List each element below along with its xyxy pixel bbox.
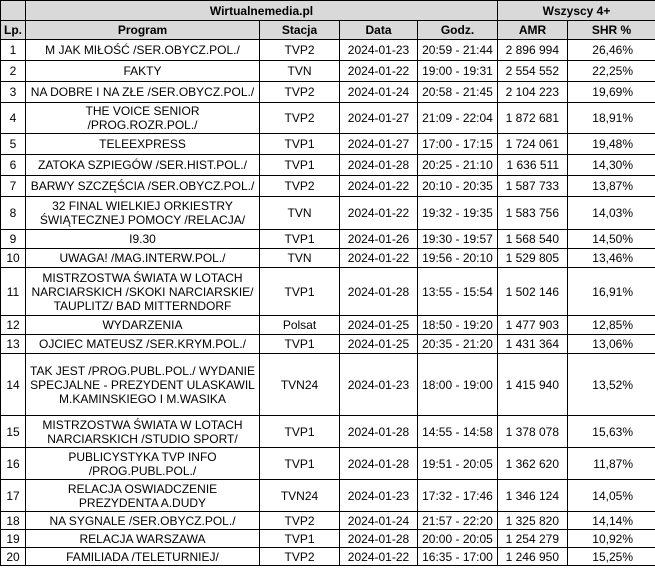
data-cell: 2024-01-23	[340, 480, 418, 512]
table-row	[1, 230, 655, 249]
audience-header: Wszyscy 4+	[498, 1, 655, 21]
amr-cell: 1 636 511	[498, 155, 568, 176]
data-cell: 2024-01-25	[340, 316, 418, 335]
stacja-cell: TVN	[260, 61, 340, 82]
godz-cell: 21:57 - 22:20	[418, 512, 498, 530]
lp-cell: 3	[1, 82, 26, 103]
program-cell: NA DOBRE I NA ZŁE /SER.OBYCZ.POL./	[26, 82, 260, 103]
program-cell: ZATOKA SZPIEGÓW /SER.HIST.POL./	[26, 155, 260, 176]
data-cell: 2024-01-27	[340, 134, 418, 155]
program-cell: OJCIEC MATEUSZ /SER.KRYM.POL./	[26, 335, 260, 354]
shr-cell: 14,05%	[568, 480, 655, 512]
stacja-cell: Polsat	[260, 316, 340, 335]
stacja-cell: TVP1	[260, 416, 340, 448]
godz-cell: 19:32 - 19:35	[418, 197, 498, 230]
stacja-cell: TVN	[260, 197, 340, 230]
source-header: Wirtualnemedia.pl	[26, 1, 498, 21]
godz-cell: 19:51 - 20:05	[418, 448, 498, 480]
stacja-cell: TVP1	[260, 335, 340, 354]
shr-cell: 14,50%	[568, 230, 655, 249]
shr-cell: 16,91%	[568, 268, 655, 316]
shr-cell: 13,46%	[568, 249, 655, 268]
data-cell: 2024-01-22	[340, 249, 418, 268]
data-cell: 2024-01-22	[340, 61, 418, 82]
amr-cell: 1 362 620	[498, 448, 568, 480]
program-cell: RELACJA WARSZAWA	[26, 530, 260, 548]
column-header-amr: AMR	[498, 21, 568, 40]
program-cell: NA SYGNALE /SER.OBYCZ.POL./	[26, 512, 260, 530]
amr-cell: 1 431 364	[498, 335, 568, 354]
lp-cell: 8	[1, 197, 26, 230]
stacja-cell: TVP1	[260, 530, 340, 548]
program-cell: FAKTY	[26, 61, 260, 82]
shr-cell: 14,14%	[568, 512, 655, 530]
godz-cell: 14:55 - 14:58	[418, 416, 498, 448]
amr-cell: 1 724 061	[498, 134, 568, 155]
program-cell: TELEEXPRESS	[26, 134, 260, 155]
program-cell: THE VOICE SENIOR /PROG.ROZR.POL./	[26, 103, 260, 134]
program-cell: MISTRZOSTWA ŚWIATA W LOTACH NARCIARSKICH /SKOKI NARCIARSKIE/ TAUPLITZ/ BAD MITTERNDORF	[26, 268, 260, 316]
stacja-cell: TVP1	[260, 134, 340, 155]
godz-cell: 20:58 - 21:45	[418, 82, 498, 103]
table-row	[1, 134, 655, 155]
stacja-cell: TVP1	[260, 448, 340, 480]
data-cell: 2024-01-28	[340, 416, 418, 448]
data-cell: 2024-01-28	[340, 155, 418, 176]
data-cell: 2024-01-24	[340, 512, 418, 530]
stacja-cell: TVP2	[260, 176, 340, 197]
program-cell: UWAGA! /MAG.INTERW.POL./	[26, 249, 260, 268]
lp-cell: 17	[1, 480, 26, 512]
godz-cell: 20:10 - 20:35	[418, 176, 498, 197]
godz-cell: 21:09 - 22:04	[418, 103, 498, 134]
lp-cell: 10	[1, 249, 26, 268]
lp-cell: 15	[1, 416, 26, 448]
shr-cell: 15,63%	[568, 416, 655, 448]
data-cell: 2024-01-27	[340, 103, 418, 134]
stacja-cell: TVP1	[260, 155, 340, 176]
column-header-lp: Lp.	[1, 21, 26, 40]
table-row	[1, 335, 655, 354]
amr-cell: 1 415 940	[498, 354, 568, 416]
godz-cell: 16:35 - 17:00	[418, 548, 498, 566]
godz-cell: 18:50 - 19:20	[418, 316, 498, 335]
lp-cell: 7	[1, 176, 26, 197]
program-cell: M JAK MIŁOŚĆ /SER.OBYCZ.POL./	[26, 40, 260, 61]
stacja-cell: TVP2	[260, 103, 340, 134]
shr-cell: 13,87%	[568, 176, 655, 197]
lp-cell: 14	[1, 354, 26, 416]
amr-cell: 1 477 903	[498, 316, 568, 335]
amr-cell: 1 502 146	[498, 268, 568, 316]
data-cell: 2024-01-28	[340, 268, 418, 316]
godz-cell: 17:32 - 17:46	[418, 480, 498, 512]
amr-cell: 2 554 552	[498, 61, 568, 82]
shr-cell: 19,48%	[568, 134, 655, 155]
program-cell: PUBLICYSTYKA TVP INFO /PROG.PUBL.POL./	[26, 448, 260, 480]
table-row	[1, 155, 655, 176]
stacja-cell: TVP1	[260, 230, 340, 249]
godz-cell: 18:00 - 19:00	[418, 354, 498, 416]
lp-cell: 9	[1, 230, 26, 249]
amr-cell: 1 583 756	[498, 197, 568, 230]
shr-cell: 15,25%	[568, 548, 655, 566]
program-cell: FAMILIADA /TELETURNIEJ/	[26, 548, 260, 566]
shr-cell: 13,52%	[568, 354, 655, 416]
godz-cell: 17:00 - 17:15	[418, 134, 498, 155]
shr-cell: 11,87%	[568, 448, 655, 480]
program-cell: BARWY SZCZĘŚCIA /SER.OBYCZ.POL./	[26, 176, 260, 197]
shr-cell: 10,92%	[568, 530, 655, 548]
table-row	[1, 512, 655, 530]
program-cell: TAK JEST /PROG.PUBL.POL./ WYDANIE SPECJALNE - PREZYDENT ULASKAWIL M.KAMINSKIEGO I M.WASIKA	[26, 354, 260, 416]
table-row	[1, 176, 655, 197]
program-cell: I9.30	[26, 230, 260, 249]
amr-cell: 2 104 223	[498, 82, 568, 103]
shr-cell: 14,30%	[568, 155, 655, 176]
data-cell: 2024-01-22	[340, 176, 418, 197]
amr-cell: 1 254 279	[498, 530, 568, 548]
table-row	[1, 416, 655, 448]
amr-cell: 1 325 820	[498, 512, 568, 530]
table-row	[1, 316, 655, 335]
lp-cell: 19	[1, 530, 26, 548]
amr-cell: 1 587 733	[498, 176, 568, 197]
table-row	[1, 197, 655, 230]
table-row	[1, 82, 655, 103]
godz-cell: 19:56 - 20:10	[418, 249, 498, 268]
table-row	[1, 548, 655, 566]
column-header-shr: SHR %	[568, 21, 655, 40]
table-row	[1, 103, 655, 134]
godz-cell: 20:00 - 20:05	[418, 530, 498, 548]
table-row	[1, 480, 655, 512]
amr-cell: 1 346 124	[498, 480, 568, 512]
lp-cell: 16	[1, 448, 26, 480]
shr-cell: 26,46%	[568, 40, 655, 61]
data-cell: 2024-01-23	[340, 354, 418, 416]
stacja-cell: TVP1	[260, 268, 340, 316]
lp-cell: 1	[1, 40, 26, 61]
shr-cell: 19,69%	[568, 82, 655, 103]
godz-cell: 20:35 - 21:20	[418, 335, 498, 354]
lp-cell: 12	[1, 316, 26, 335]
stacja-cell: TVP2	[260, 40, 340, 61]
amr-cell: 2 896 994	[498, 40, 568, 61]
godz-cell: 20:59 - 21:44	[418, 40, 498, 61]
table-row	[1, 249, 655, 268]
lp-cell: 5	[1, 134, 26, 155]
shr-cell: 12,85%	[568, 316, 655, 335]
table-row	[1, 61, 655, 82]
column-header-program: Program	[26, 21, 260, 40]
godz-cell: 19:00 - 19:31	[418, 61, 498, 82]
column-header-data: Data	[340, 21, 418, 40]
lp-cell: 4	[1, 103, 26, 134]
data-cell: 2024-01-26	[340, 230, 418, 249]
amr-cell: 1 246 950	[498, 548, 568, 566]
amr-cell: 1 568 540	[498, 230, 568, 249]
column-header-godz: Godz.	[418, 21, 498, 40]
table-row	[1, 448, 655, 480]
data-cell: 2024-01-22	[340, 548, 418, 566]
table-row	[1, 40, 655, 61]
program-cell: WYDARZENIA	[26, 316, 260, 335]
column-header-stacja: Stacja	[260, 21, 340, 40]
shr-cell: 22,25%	[568, 61, 655, 82]
stacja-cell: TVP2	[260, 512, 340, 530]
data-cell: 2024-01-28	[340, 530, 418, 548]
godz-cell: 20:25 - 21:10	[418, 155, 498, 176]
data-cell: 2024-01-28	[340, 448, 418, 480]
stacja-cell: TVN	[260, 249, 340, 268]
program-cell: RELACJA OSWIADCZENIE PREZYDENTA A.DUDY	[26, 480, 260, 512]
amr-cell: 1 378 078	[498, 416, 568, 448]
stacja-cell: TVP2	[260, 548, 340, 566]
data-cell: 2024-01-24	[340, 82, 418, 103]
lp-cell: 2	[1, 61, 26, 82]
table-row	[1, 354, 655, 416]
stacja-cell: TVN24	[260, 480, 340, 512]
blank-header-cell	[1, 1, 26, 21]
lp-cell: 18	[1, 512, 26, 530]
lp-cell: 6	[1, 155, 26, 176]
data-cell: 2024-01-23	[340, 40, 418, 61]
amr-cell: 1 529 805	[498, 249, 568, 268]
data-cell: 2024-01-25	[340, 335, 418, 354]
stacja-cell: TVN24	[260, 354, 340, 416]
program-cell: MISTRZOSTWA ŚWIATA W LOTACH NARCIARSKICH /STUDIO SPORT/	[26, 416, 260, 448]
lp-cell: 20	[1, 548, 26, 566]
godz-cell: 13:55 - 15:54	[418, 268, 498, 316]
shr-cell: 13,06%	[568, 335, 655, 354]
program-cell: 32 FINAL WIELKIEJ ORKIESTRY ŚWIĄTECZNEJ POMOCY /RELACJA/	[26, 197, 260, 230]
lp-cell: 13	[1, 335, 26, 354]
data-cell: 2024-01-22	[340, 197, 418, 230]
stacja-cell: TVP2	[260, 82, 340, 103]
shr-cell: 14,03%	[568, 197, 655, 230]
amr-cell: 1 872 681	[498, 103, 568, 134]
shr-cell: 18,91%	[568, 103, 655, 134]
table-row	[1, 268, 655, 316]
lp-cell: 11	[1, 268, 26, 316]
godz-cell: 19:30 - 19:57	[418, 230, 498, 249]
table-row	[1, 530, 655, 548]
